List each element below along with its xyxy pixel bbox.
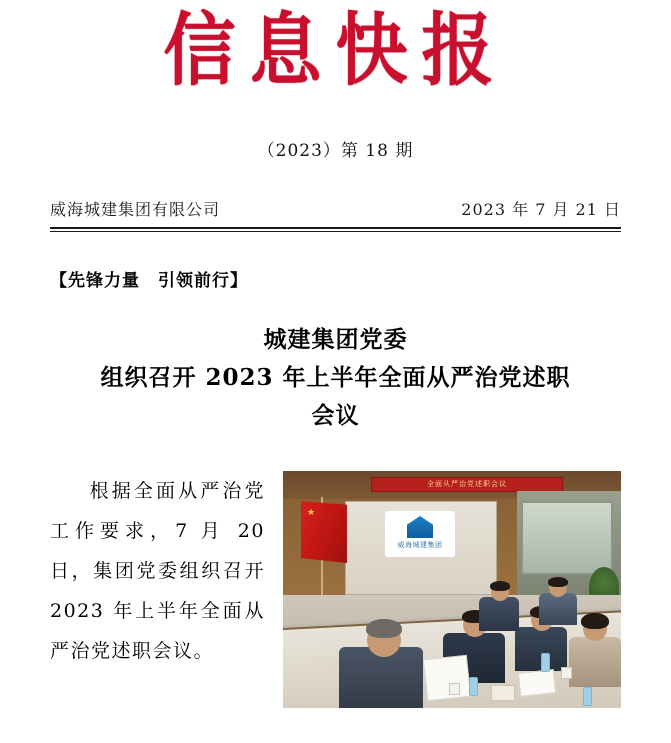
article-paragraph (50, 471, 265, 671)
section-tag: 【先锋力量 引领前行】 (50, 271, 248, 291)
photo-window (521, 501, 613, 575)
masthead (0, 0, 671, 104)
photo-water-bottle (541, 653, 550, 672)
headline-line-1: 城建集团党委 (263, 326, 408, 353)
photo-attendee-hair (581, 613, 609, 629)
flag-star-icon: ★ (307, 508, 316, 518)
photo-logo-text: 威海城建集团 (397, 541, 443, 549)
photo-cup (449, 683, 460, 695)
building-logo-icon (407, 516, 433, 538)
article-photo (283, 471, 621, 708)
photo-tissue-box (491, 685, 515, 701)
publication-title: 信息快报 (163, 2, 508, 97)
publication-date: 2023 年 7 月 21 日 (461, 200, 621, 219)
header-rule-thick (50, 227, 621, 229)
photo-meeting-banner: 全面从严治党述职会议 (371, 477, 563, 492)
photo-water-bottle (583, 687, 592, 706)
header-meta-row (50, 197, 621, 227)
header-block (50, 197, 621, 232)
paragraph-text: 根据全面从严治党工作要求，7 月 20 日，集团党委组织召开 2023 年上半年全面从严治党述职会议。 (50, 480, 265, 662)
article-headline (52, 321, 619, 435)
photo-company-logo (385, 511, 455, 557)
photo-cup (561, 667, 572, 679)
organization-name: 威海城建集团有限公司 (50, 200, 221, 219)
photo-attendee (479, 597, 519, 631)
photo-attendee-hair (548, 577, 568, 587)
headline-line-3: 会议 (311, 402, 360, 429)
issue-number: （2023）第 18 期 (257, 141, 414, 161)
article-body-area (50, 471, 621, 708)
photo-attendee (569, 637, 621, 687)
header-rule-thin (50, 231, 621, 232)
photo-attendee (539, 593, 577, 625)
headline-line-2: 组织召开 2023 年上半年全面从严治党述职 (100, 364, 571, 391)
photo-document-page (423, 655, 471, 701)
photo-water-bottle (469, 677, 478, 696)
photo-attendee-hair (490, 581, 510, 591)
photo-attendee-hair (366, 619, 402, 638)
photo-document-page (518, 669, 556, 697)
